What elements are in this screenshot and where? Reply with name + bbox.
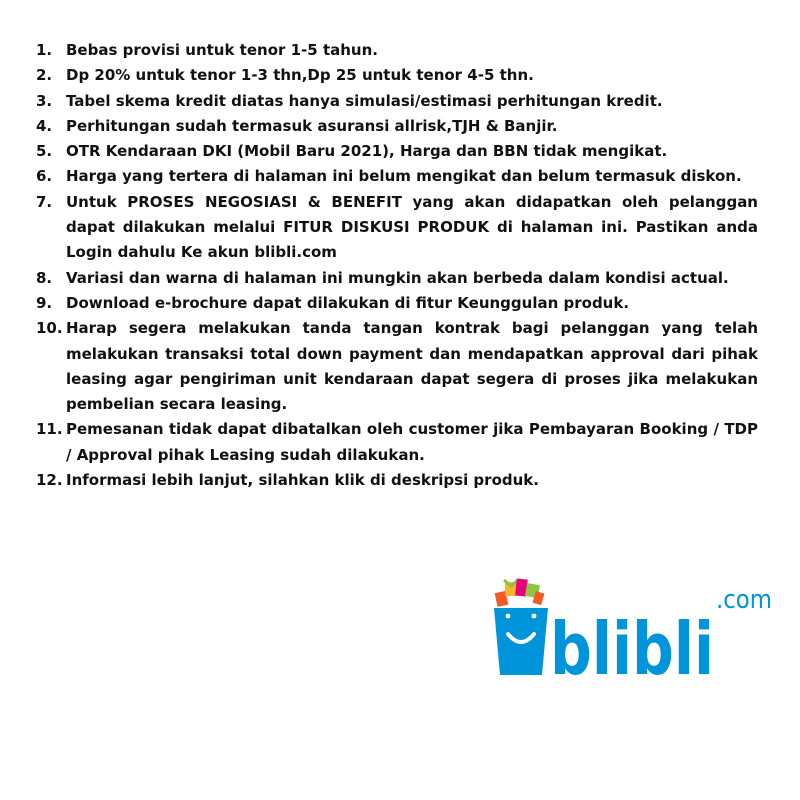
term-number: 5. xyxy=(36,142,53,161)
term-number: 10. xyxy=(36,319,63,338)
term-number: 8. xyxy=(36,268,53,287)
term-number: 4. xyxy=(36,116,53,135)
term-item xyxy=(36,114,758,139)
term-item xyxy=(36,139,758,164)
term-text: Pemesanan tidak dapat dibatalkan oleh customer jika Pembayaran Booking / TDP / Approval pihak Leasing sudah dilakukan. xyxy=(66,420,758,464)
logo-domain: .com xyxy=(716,585,772,615)
term-number: 1. xyxy=(36,41,53,59)
term-item xyxy=(36,164,758,189)
term-number: 2. xyxy=(36,66,53,85)
term-item xyxy=(36,190,758,266)
term-text: Bebas provisi untuk tenor 1-5 tahun. xyxy=(66,41,378,59)
term-text: Harap segera melakukan tanda tangan kontrak bagi pelanggan yang telah melakukan transaksi total down payment dan mendapatkan approval dari pihak leasing agar pengiriman unit kendaraan dapat segera di proses jika melakukan pembelian secara leasing. xyxy=(66,319,758,414)
blibli-logo xyxy=(488,570,778,680)
term-item xyxy=(36,417,758,468)
term-number: 7. xyxy=(36,192,53,211)
term-number: 12. xyxy=(36,471,63,490)
term-item xyxy=(36,38,758,63)
shopping-bag-icon xyxy=(494,579,548,675)
logo-wordmark: blibli xyxy=(550,607,714,680)
term-item xyxy=(36,266,758,291)
term-text: Variasi dan warna di halaman ini mungkin akan berbeda dalam kondisi actual. xyxy=(66,268,729,287)
term-text: OTR Kendaraan DKI (Mobil Baru 2021), Harga dan BBN tidak mengikat. xyxy=(66,142,668,161)
term-number: 11. xyxy=(36,420,63,439)
term-number: 6. xyxy=(36,167,53,186)
term-text: Download e-brochure dapat dilakukan di fitur Keunggulan produk. xyxy=(66,293,630,312)
term-item xyxy=(36,316,758,417)
term-text: Tabel skema kredit diatas hanya simulasi/estimasi perhitungan kredit. xyxy=(66,91,663,110)
term-text: Dp 20% untuk tenor 1-3 thn,Dp 25 untuk tenor 4-5 thn. xyxy=(66,66,534,85)
term-item xyxy=(36,63,758,88)
term-item xyxy=(36,89,758,114)
term-item xyxy=(36,291,758,316)
terms-list xyxy=(36,38,758,493)
term-item xyxy=(36,468,758,493)
term-number: 3. xyxy=(36,91,53,110)
term-text: Untuk PROSES NEGOSIASI & BENEFIT yang akan didapatkan oleh pelanggan dapat dilakukan melalui FITUR DISKUSI PRODUK di halaman ini. Pastikan anda Login dahulu Ke akun blibli.com xyxy=(66,192,758,262)
term-text: Informasi lebih lanjut, silahkan klik di deskripsi produk. xyxy=(66,471,539,490)
term-number: 9. xyxy=(36,293,53,312)
term-text: Perhitungan sudah termasuk asuransi allrisk,TJH & Banjir. xyxy=(66,116,558,135)
term-text: Harga yang tertera di halaman ini belum mengikat dan belum termasuk diskon. xyxy=(66,167,742,186)
